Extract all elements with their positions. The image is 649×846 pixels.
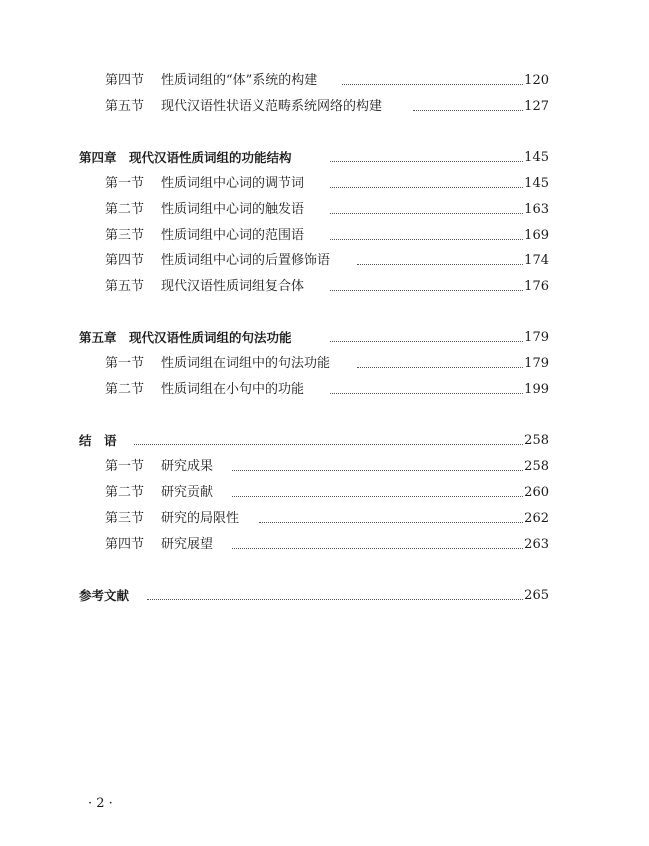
toc-section-entry <box>0 251 649 271</box>
section-number: 第四节 <box>105 73 145 88</box>
dot-leader <box>330 393 523 394</box>
section-number: 第二节 <box>105 485 145 500</box>
section-title: 现代汉语性状语义范畴系统网络的构建 <box>161 99 383 114</box>
toc-chapter-entry <box>0 431 649 451</box>
page-number: 199 <box>524 382 549 397</box>
page-number: 265 <box>524 588 549 603</box>
toc-section-entry <box>0 509 649 529</box>
section-title: 性质词组在词组中的句法功能 <box>161 356 331 371</box>
page-number: 179 <box>524 356 549 371</box>
toc-section-entry <box>0 71 649 91</box>
page-number: 120 <box>524 73 549 88</box>
toc-section-entry <box>0 277 649 297</box>
toc-section-entry <box>0 226 649 246</box>
chapter-title: 参考文献 <box>79 588 130 603</box>
page-number: 145 <box>524 176 549 191</box>
dot-leader <box>413 110 523 111</box>
dot-leader <box>259 522 523 523</box>
dot-leader <box>232 496 523 497</box>
toc-section-entry <box>0 354 649 374</box>
dot-leader <box>357 367 523 368</box>
toc-section-entry <box>0 97 649 117</box>
section-title: 研究的局限性 <box>161 511 240 526</box>
footer-page-number: · 2 · <box>88 796 113 811</box>
toc-section-entry <box>0 483 649 503</box>
page-number: 169 <box>524 228 549 243</box>
page-number: 163 <box>524 202 549 217</box>
page-number: 174 <box>524 253 549 268</box>
section-number: 第三节 <box>105 228 145 243</box>
dot-leader <box>330 341 523 342</box>
dot-leader <box>330 213 523 214</box>
dot-leader <box>357 264 523 265</box>
dot-leader <box>232 470 523 471</box>
section-title: 性质词组中心词的后置修饰语 <box>161 253 331 268</box>
section-number: 第四节 <box>105 537 145 552</box>
page-number: 258 <box>524 433 549 448</box>
dot-leader <box>134 444 523 445</box>
dot-leader <box>342 84 523 85</box>
dot-leader <box>330 187 523 188</box>
section-number: 第一节 <box>105 176 145 191</box>
section-title: 研究成果 <box>161 459 214 474</box>
page-number: 258 <box>524 459 549 474</box>
page-number: 145 <box>524 150 549 165</box>
section-number: 第一节 <box>105 356 145 371</box>
section-number: 第四节 <box>105 253 145 268</box>
section-title: 性质词组的“体”系统的构建 <box>161 73 318 88</box>
chapter-title: 结 语 <box>79 433 117 448</box>
chapter-title: 第四章 现代汉语性质词组的功能结构 <box>79 150 292 165</box>
toc-section-entry <box>0 174 649 194</box>
toc-section-entry <box>0 535 649 555</box>
dot-leader <box>330 239 523 240</box>
page-number: 262 <box>524 511 549 526</box>
page-number: 179 <box>524 330 549 345</box>
toc-section-entry <box>0 457 649 477</box>
toc-section-entry <box>0 200 649 220</box>
section-number: 第五节 <box>105 99 145 114</box>
page-number: 263 <box>524 537 549 552</box>
section-number: 第三节 <box>105 511 145 526</box>
page-number: 176 <box>524 279 549 294</box>
dot-leader <box>330 161 523 162</box>
page-number: 127 <box>524 99 549 114</box>
toc-chapter-entry <box>0 586 649 606</box>
section-title: 研究展望 <box>161 537 214 552</box>
section-title: 性质词组中心词的调节词 <box>161 176 305 191</box>
section-title: 性质词组中心词的范围语 <box>161 228 305 243</box>
page-number: 260 <box>524 485 549 500</box>
section-title: 性质词组在小句中的功能 <box>161 382 305 397</box>
toc-chapter-entry <box>0 328 649 348</box>
section-title: 现代汉语性质词组复合体 <box>161 279 305 294</box>
section-number: 第二节 <box>105 382 145 397</box>
toc-chapter-entry <box>0 148 649 168</box>
section-title: 性质词组中心词的触发语 <box>161 202 305 217</box>
dot-leader <box>147 599 523 600</box>
section-number: 第五节 <box>105 279 145 294</box>
section-number: 第一节 <box>105 459 145 474</box>
chapter-title: 第五章 现代汉语性质词组的句法功能 <box>79 330 292 345</box>
dot-leader <box>232 548 523 549</box>
toc-section-entry <box>0 380 649 400</box>
section-title: 研究贡献 <box>161 485 214 500</box>
section-number: 第二节 <box>105 202 145 217</box>
dot-leader <box>330 290 523 291</box>
